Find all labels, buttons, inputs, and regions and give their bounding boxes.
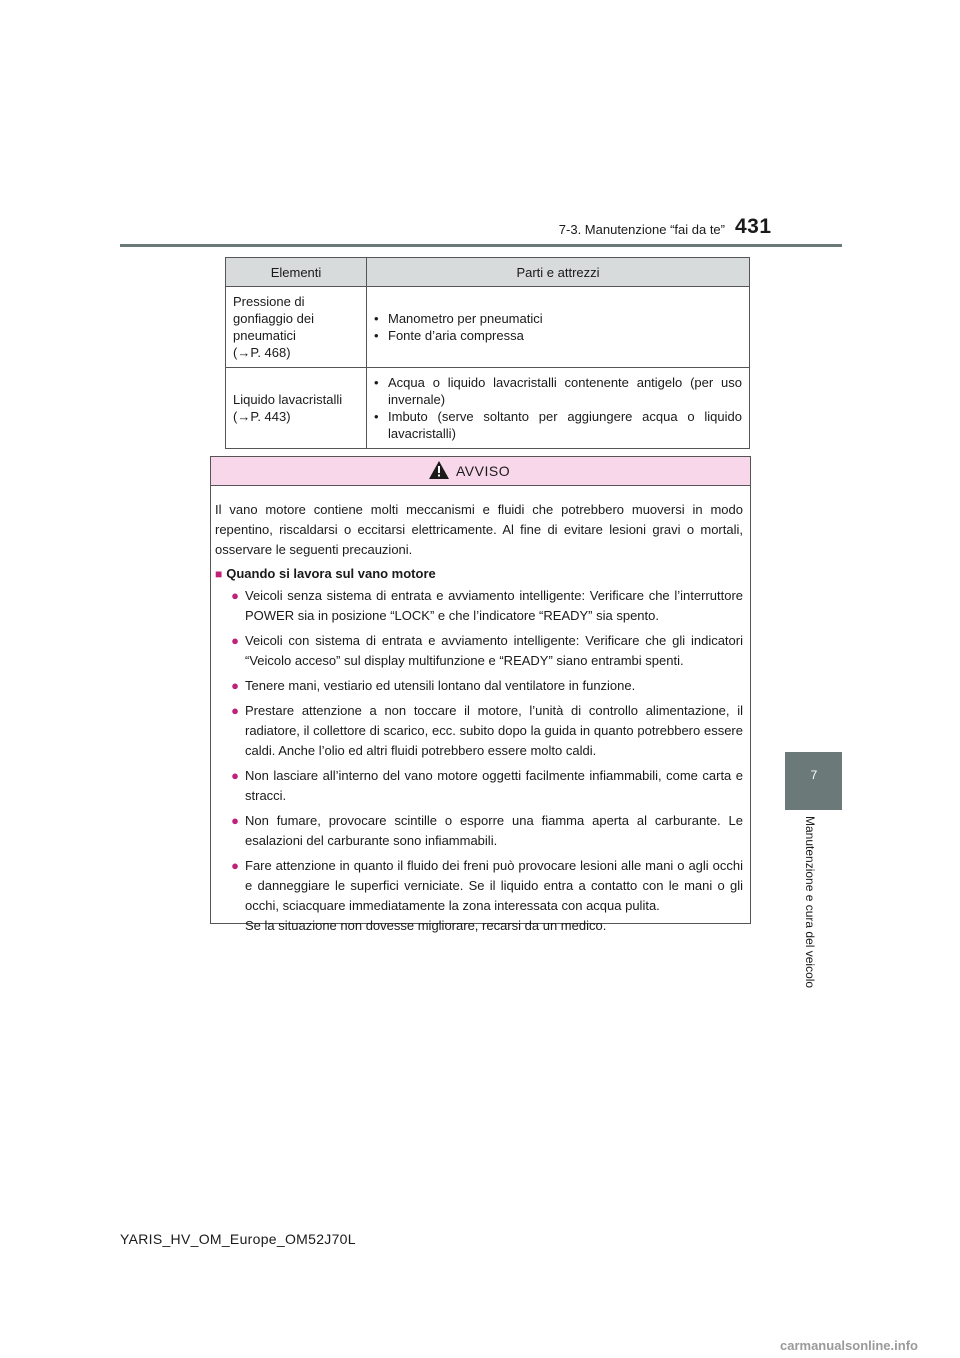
bullet-icon: •	[374, 328, 379, 343]
circle-bullet-icon: ●	[231, 678, 239, 693]
section-title: 7-3. Manutenzione “fai da te”	[558, 222, 725, 237]
list-item: • Fonte d’aria compressa	[374, 328, 524, 343]
page-number: 431	[735, 215, 772, 238]
list-item: • Manometro per pneumatici	[374, 311, 543, 326]
warning-item-text: Fare attenzione in quanto il fluido dei freni può provocare lesioni alle mani o agli occhi e danneggiare le superfici verniciate. Se il liquido entra a contatto con le mani o gli occhi, sciacquare immediatamente la zona interessata con acqua pulita. Se la situazione non dovesse migliorare, recarsi da un medico.	[245, 858, 743, 933]
list-item: ● Tenere mani, vestiario ed utensili lontano dal ventilatore in funzione.	[215, 676, 743, 696]
list-item: ● Prestare attenzione a non toccare il motore, l’unità di controllo alimentazione, il radiatore, il collettore di scarico, ecc. subito dopo la guida in quanto potrebbero essere caldi. Anche l’olio ed altri fluidi potrebbero essere molto caldi.	[215, 701, 743, 761]
warning-header	[211, 457, 750, 486]
list-item: • Imbuto (serve soltanto per aggiungere acqua o liquido lavacristalli)	[374, 409, 742, 441]
table-row	[226, 287, 750, 368]
parts-cell	[367, 287, 750, 368]
item-cell	[226, 368, 367, 449]
column-header-items: Elementi	[226, 258, 367, 287]
item-line: Liquido lavacristalli	[233, 392, 343, 407]
list-item: ● Non lasciare all’interno del vano motore oggetti facilmente infiammabili, come carta e stracci.	[215, 766, 743, 806]
item-line: pneumatici	[233, 328, 296, 343]
item-line: (→P. 443)	[233, 409, 291, 424]
list-item	[215, 856, 743, 936]
chapter-label	[803, 810, 823, 1010]
warning-body	[211, 486, 750, 936]
list-item: ● Non fumare, provocare scintille o esporre una fiamma aperta al carburante. Le esalazioni del carburante sono infiammabili.	[215, 811, 743, 851]
bullet-icon: •	[374, 311, 379, 326]
list-item: ● Veicoli senza sistema di entrata e avviamento intelligente: Verificare che l’interruttore POWER sia in posizione “LOCK” e che l’indicatore “READY” sia spento.	[215, 586, 743, 626]
circle-bullet-icon: ●	[231, 703, 239, 718]
circle-bullet-icon: ●	[231, 768, 239, 783]
circle-bullet-icon: ●	[231, 588, 239, 603]
column-header-parts: Parti e attrezzi	[367, 258, 750, 287]
items-table	[225, 257, 750, 449]
circle-bullet-icon: ●	[231, 813, 239, 828]
item-line: Pressione di	[233, 294, 305, 309]
list-item: • Acqua o liquido lavacristalli contenente antigelo (per uso invernale)	[374, 375, 742, 407]
list-item: ● Veicoli con sistema di entrata e avviamento intelligente: Verificare che gli indicatori “Veicolo acceso” sul display multifunzione e “READY” siano entrambi spenti.	[215, 631, 743, 671]
document-code: YARIS_HV_OM_Europe_OM52J70L	[120, 1231, 356, 1247]
chapter-number: 7	[810, 768, 818, 782]
warning-box	[210, 456, 751, 933]
parts-cell	[367, 368, 750, 449]
header-divider	[120, 244, 842, 247]
bullet-icon: •	[374, 409, 379, 424]
warning-icon	[429, 461, 449, 479]
chapter-label-text: Manutenzione e cura del veicolo	[803, 816, 817, 989]
item-cell	[226, 287, 367, 368]
item-line: (→P. 468)	[233, 345, 291, 360]
square-bullet-icon: ■	[215, 567, 223, 581]
bullet-icon: •	[374, 375, 379, 390]
warning-title: AVVISO	[456, 463, 511, 479]
warning-last-note: Se la situazione non dovesse migliorare, recarsi da un medico.	[245, 918, 607, 933]
item-line: gonfiaggio dei	[233, 311, 314, 326]
table-header-row	[226, 258, 750, 287]
warning-intro: Il vano motore contiene molti meccanismi e fluidi che potrebbero muoversi in modo repentino, riscaldarsi o eccitarsi elettricamente. Al fine di evitare lesioni gravi o mortali, osservare le seguenti precauzioni.	[215, 502, 743, 557]
circle-bullet-icon: ●	[231, 858, 239, 873]
table-row	[226, 368, 750, 449]
warning-section-title: ■ Quando si lavora sul vano motore	[215, 566, 436, 581]
watermark: carmanualsonline.info	[780, 1338, 918, 1353]
circle-bullet-icon: ●	[231, 633, 239, 648]
